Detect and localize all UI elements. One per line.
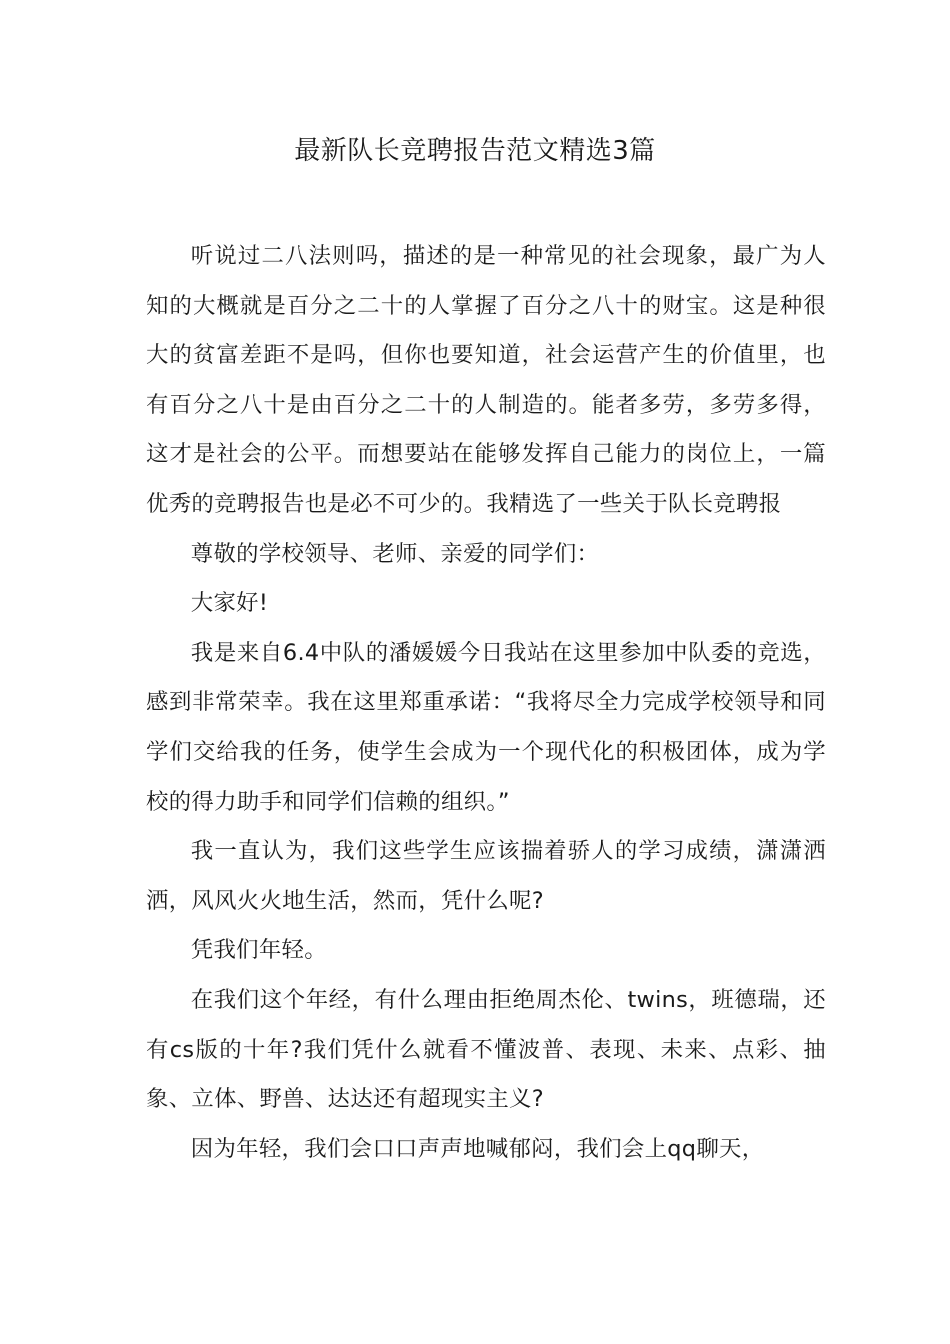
document-title: 最新队长竞聘报告范文精选3篇 [294, 136, 656, 166]
document-body [146, 232, 826, 1174]
paragraph-intro: 听说过二八法则吗，描述的是一种常见的社会现象，最广为人知的大概就是百分之二十的人掌握了百分之八十的财宝。这是种很大的贫富差距不是吗，但你也要知道，社会运营产生的价值里，也有百分之八十是由百分之二十的人制造的。能者多劳，多劳多得，这才是社会的公平。而想要站在能够发挥自己能力的岗位上，一篇优秀的竞聘报告也是必不可少的。我精选了一些关于队长竞聘报 [146, 243, 826, 517]
paragraph-salutation: 尊敬的学校领导、老师、亲爱的同学们： [190, 540, 600, 567]
paragraph-youth: 凭我们年轻。 [190, 937, 327, 964]
paragraph-greeting: 大家好! [190, 590, 269, 617]
paragraph-belief: 我一直认为，我们这些学生应该揣着骄人的学习成绩，潇潇洒洒，风风火火地生活，然而，凭什么呢? [146, 838, 826, 914]
paragraph-closing: 因为年轻，我们会口口声声地喊郁闷，我们会上qq聊天， [190, 1135, 765, 1162]
paragraph-culture: 在我们这个年经，有什么理由拒绝周杰伦、twins，班德瑞，还有cs版的十年?我们凭什么就看不懂波普、表现、未来、点彩、抽象、立体、野兽、达达还有超现实主义? [146, 986, 826, 1113]
paragraph-self-introduction: 我是来自6.4中队的潘媛媛今日我站在这里参加中队委的竞选，感到非常荣幸。我在这里郑重承诺：“我将尽全力完成学校领导和同学们交给我的任务，使学生会成为一个现代化的积极团体，成为学校的得力助手和同学们信赖的组织。” [146, 639, 826, 815]
